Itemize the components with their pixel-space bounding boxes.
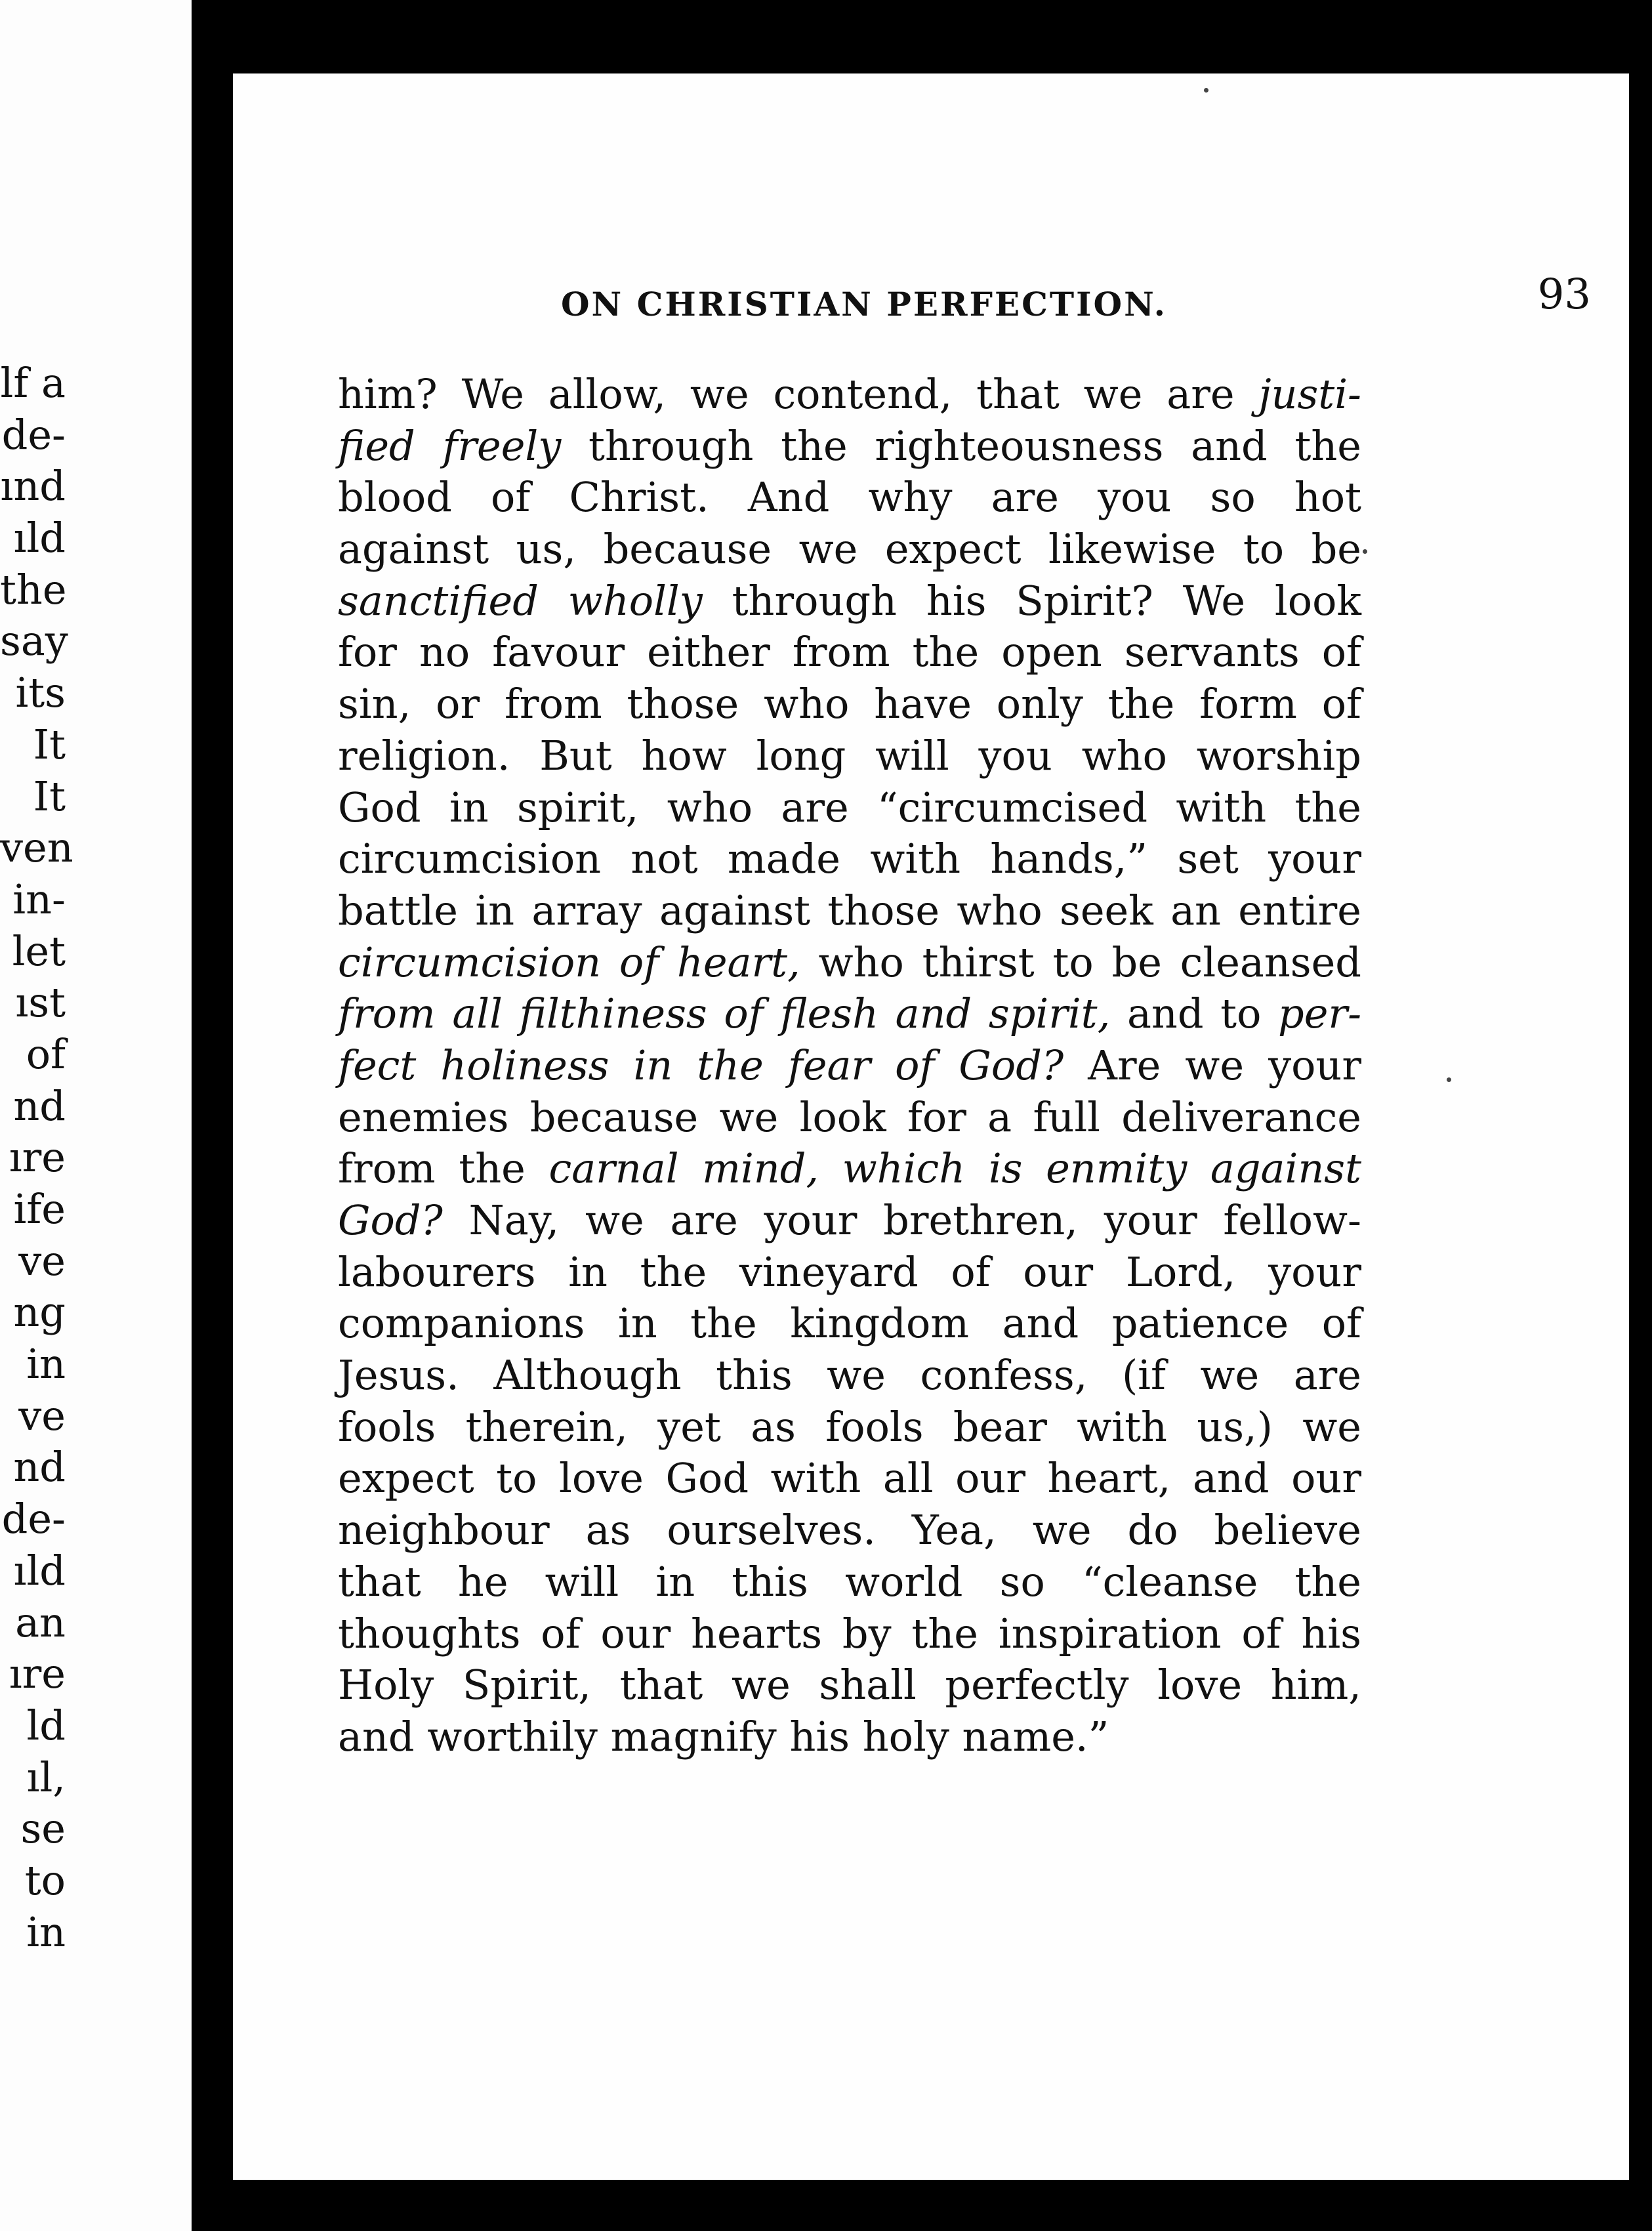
text-line xyxy=(338,1350,1361,1402)
facing-page-line-fragment: lf a xyxy=(0,359,66,407)
text-line xyxy=(338,524,1361,575)
facing-page-line-fragment: It xyxy=(33,720,66,768)
text-line xyxy=(338,833,1361,885)
text-run: him? We allow, we contend, that we are xyxy=(338,370,1259,418)
facing-page-line-fragment: ınd xyxy=(0,462,66,511)
text-line xyxy=(338,1453,1361,1505)
facing-page-line-fragment: in- xyxy=(12,875,66,923)
italic-text: justi- xyxy=(1258,370,1361,418)
text-line xyxy=(338,937,1361,989)
italic-text: sanctified wholly xyxy=(338,576,703,625)
text-run: thoughts of our hearts by the inspiration of his xyxy=(338,1609,1361,1658)
text-line xyxy=(338,1092,1361,1144)
text-run: Jesus. Although this we confess, (if we are xyxy=(338,1351,1361,1400)
body-text xyxy=(338,369,1361,1763)
print-speck xyxy=(1204,88,1208,93)
facing-page-line-fragment: an xyxy=(15,1598,66,1646)
facing-page-line-fragment: ng xyxy=(13,1288,66,1337)
text-line xyxy=(338,472,1361,524)
facing-page-line-fragment: ıre xyxy=(9,1133,66,1182)
text-run: against us, because we expect likewise to be xyxy=(338,525,1361,573)
text-line xyxy=(338,627,1361,678)
text-run: and to xyxy=(1110,990,1279,1038)
facing-page-line-fragment: ven xyxy=(0,824,73,872)
text-line xyxy=(338,1298,1361,1350)
text-line xyxy=(338,782,1361,834)
text-line xyxy=(338,1608,1361,1660)
facing-page-line-fragment: ıld xyxy=(13,514,66,562)
text-run: enemies because we look for a full deliverance xyxy=(338,1093,1361,1141)
facing-page-line-fragment: ıld xyxy=(13,1546,66,1595)
print-speck xyxy=(1363,549,1367,554)
italic-text: per- xyxy=(1278,990,1362,1038)
text-run: companions in the kingdom and patience of xyxy=(338,1299,1361,1348)
text-run: expect to love God with all our heart, and our xyxy=(338,1454,1361,1503)
facing-page-line-fragment: in xyxy=(26,1908,66,1956)
italic-text: fect holiness in the fear of God? xyxy=(338,1041,1064,1089)
text-run: from the xyxy=(338,1144,549,1193)
text-run: battle in array against those who seek an entire xyxy=(338,886,1361,934)
print-speck xyxy=(1447,1077,1451,1082)
text-line xyxy=(338,678,1361,730)
facing-page-line-fragment: ve xyxy=(18,1391,66,1440)
text-line xyxy=(338,1659,1361,1711)
text-run: blood of Christ. And why are you so hot xyxy=(338,473,1361,522)
page-header xyxy=(561,270,1591,323)
facing-page-line-fragment: nd xyxy=(13,1443,66,1491)
text-run: neighbour as ourselves. Yea, we do believe xyxy=(338,1506,1361,1554)
facing-page-text xyxy=(0,358,73,1958)
facing-page-line-fragment: ve xyxy=(18,1236,66,1285)
facing-page-line-fragment: to xyxy=(24,1856,66,1904)
text-run: and worthily magnify his holy name.” xyxy=(338,1712,1109,1761)
facing-page-line-fragment: the xyxy=(0,565,67,614)
text-line xyxy=(338,988,1361,1040)
text-run: through the righteousness and the xyxy=(561,421,1361,470)
facing-page-line-fragment: nd xyxy=(13,1081,66,1130)
facing-page-line-fragment: ife xyxy=(13,1185,66,1233)
text-run: that he will in this world so “cleanse the xyxy=(338,1557,1361,1606)
text-line xyxy=(338,1247,1361,1299)
book-page xyxy=(233,73,1629,2180)
facing-page-line-fragment: de- xyxy=(1,1495,66,1543)
text-line xyxy=(338,1711,1361,1763)
facing-page-line-fragment: in xyxy=(26,1340,66,1388)
text-run: who thirst to be cleansed xyxy=(800,938,1361,986)
text-run: for no favour either from the open servants of xyxy=(338,628,1361,677)
text-line xyxy=(338,1505,1361,1556)
text-run: fools therein, yet as fools bear with us,) we xyxy=(338,1402,1361,1451)
facing-page-line-fragment: say xyxy=(0,617,68,665)
facing-page-line-fragment: ıre xyxy=(9,1650,66,1698)
text-line xyxy=(338,1143,1361,1195)
facing-page-line-fragment: its xyxy=(15,669,66,717)
facing-page-line-fragment: ıl, xyxy=(26,1753,66,1801)
facing-page-line-fragment: let xyxy=(12,927,66,975)
facing-page-edge xyxy=(0,0,192,2231)
text-run: Nay, we are your brethren, your fellow- xyxy=(442,1196,1361,1244)
facing-page-line-fragment: It xyxy=(33,772,66,820)
facing-page-line-fragment: ld xyxy=(26,1701,66,1749)
running-title: ON CHRISTIAN PERFECTION. xyxy=(561,285,1167,323)
text-run: religion. But how long will you who worship xyxy=(338,731,1361,780)
text-run: labourers in the vineyard of our Lord, your xyxy=(338,1247,1361,1296)
italic-text: fied freely xyxy=(338,421,562,470)
text-run: sin, or from those who have only the form of xyxy=(338,680,1361,728)
italic-text: from all filthiness of flesh and spirit, xyxy=(338,990,1111,1038)
text-run: Holy Spirit, that we shall perfectly love him, xyxy=(338,1661,1361,1709)
text-run: God in spirit, who are “circumcised with the xyxy=(338,783,1361,831)
page-number: 93 xyxy=(1537,270,1591,319)
italic-text: God? xyxy=(338,1196,443,1244)
text-line xyxy=(338,369,1361,421)
facing-page-line-fragment: of xyxy=(26,1030,66,1078)
facing-page-line-fragment: se xyxy=(20,1804,66,1853)
text-line xyxy=(338,1040,1361,1092)
text-line xyxy=(338,885,1361,937)
text-line xyxy=(338,1402,1361,1453)
facing-page-line-fragment: de- xyxy=(1,410,66,459)
text-line xyxy=(338,1195,1361,1247)
text-run: through his Spirit? We look xyxy=(702,576,1361,625)
italic-text: carnal mind, which is enmity against xyxy=(548,1144,1361,1193)
text-line xyxy=(338,1556,1361,1608)
text-run: Are we your xyxy=(1063,1041,1361,1089)
text-line xyxy=(338,575,1361,627)
facing-page-line-fragment: ıst xyxy=(15,978,66,1027)
text-run: circumcision not made with hands,” set your xyxy=(338,835,1361,883)
text-line xyxy=(338,421,1361,472)
italic-text: circumcision of heart, xyxy=(338,938,800,986)
text-line xyxy=(338,730,1361,782)
